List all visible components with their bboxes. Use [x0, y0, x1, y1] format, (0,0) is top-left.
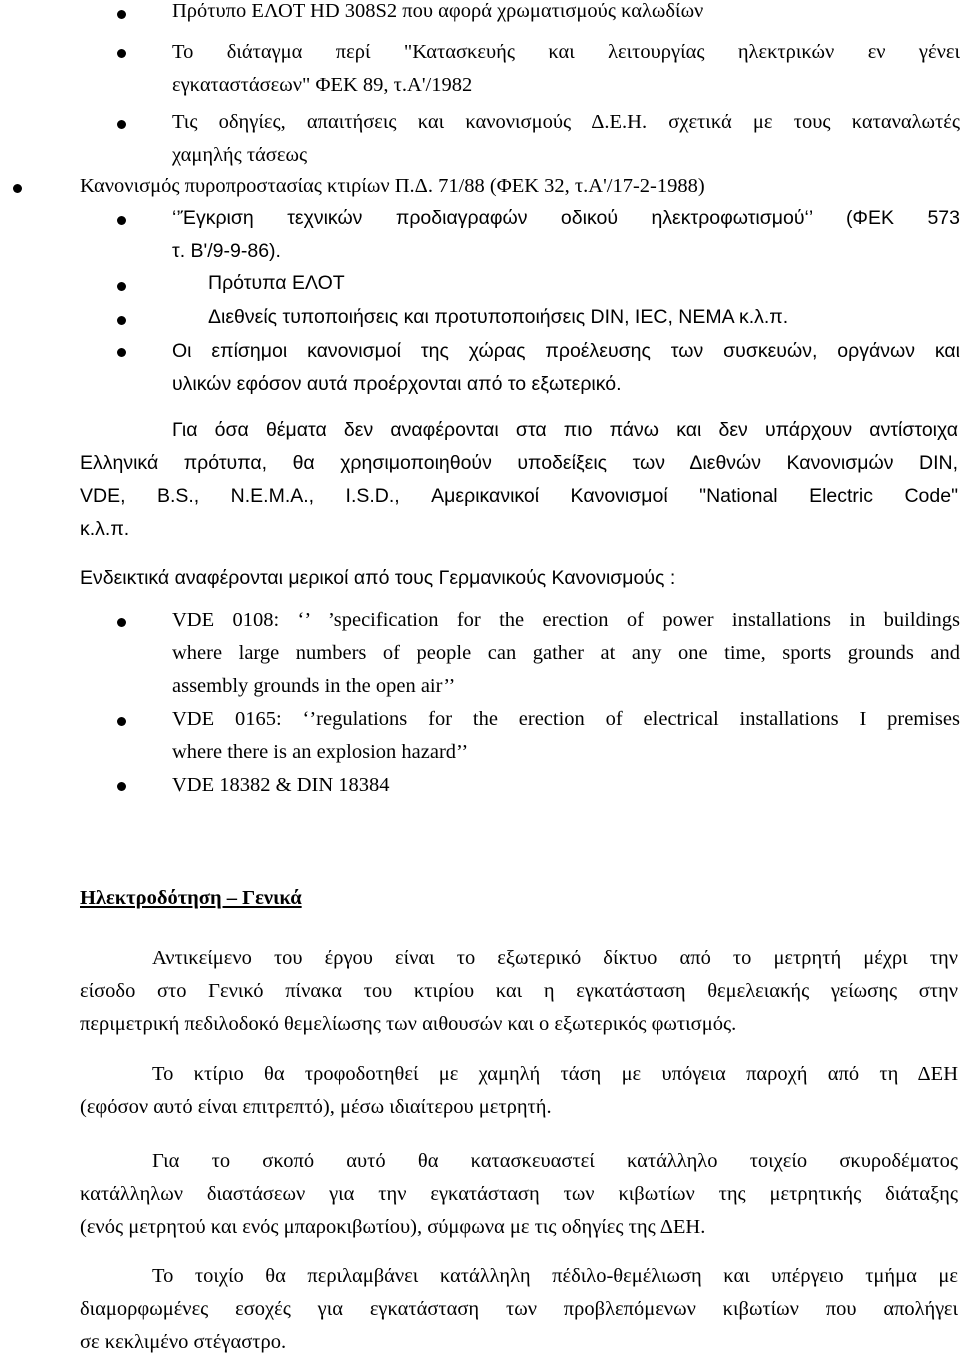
bullet-dot	[117, 216, 126, 225]
list-item: Πρότυπο ΕΛΟΤ HD 308S2 που αφορά χρωματισμούς καλωδίων	[172, 0, 704, 22]
bullet-dot	[13, 184, 22, 193]
list-item: Διεθνείς τυποποιήσεις και προτυποποιήσεις DIN, IEC, NEMA κ.λ.π.	[208, 306, 789, 328]
bullet-dot	[117, 282, 126, 291]
bullet-dot	[117, 10, 126, 19]
bullet-dot	[117, 49, 126, 58]
paragraph: Αντικείμενο του έργου είναι το εξωτερικό δίκτυο από το μετρητή μέχρι την είσοδο στο Γενικό πίνακα του κτιρίου και η εγκατάσταση θεμελειακής γείωσης στην περιμετρική πεδιλοδοκό θεμελίωσης των αιθουσών και ο εξωτερικός φωτισμός.	[80, 947, 958, 1035]
list-item: VDE 0165: ‘’regulations for the erection of electrical installations I premises where there is an explosion hazard’’	[172, 708, 960, 763]
list-item: Το διάταγμα περί "Κατασκευής και λειτουργίας ηλεκτρικών εν γένει εγκαταστάσεων" ΦΕΚ 89, τ.Α'/1982	[172, 41, 960, 96]
list-item: Τις οδηγίες, απαιτήσεις και κανονισμούς Δ.Ε.Η. σχετικά με τους καταναλωτές χαμηλής τάσεως	[172, 111, 960, 166]
list-item: VDE 0108: ‘’ ’specification for the erection of power installations in buildings where large numbers of people can gather at any one time, sports grounds and assembly grounds in the open air’’	[172, 609, 960, 697]
list-item: Κανονισμός πυροπροστασίας κτιρίων Π.Δ. 71/88 (ΦΕΚ 32, τ.Α'/17-2-1988)	[80, 175, 705, 197]
section-heading: Ηλεκτροδότηση – Γενικά	[80, 887, 302, 909]
paragraph: Το τοιχίο θα περιλαμβάνει κατάλληλη πέδιλο-θεμέλιωση και υπέργειο τμήμα με διαμορφωμένες εσοχές για εγκατάσταση των προβλεπόμενων κιβωτίων που απολήγει σε κεκλιμένο στέγαστρο.	[80, 1265, 958, 1353]
paragraph: Για το σκοπό αυτό θα κατασκευαστεί κατάλληλο τοιχείο σκυροδέματος κατάλληλων διαστάσεων για την εγκατάσταση των κιβωτίων της μετρητικής διάταξης (ενός μετρητού και ενός μπαροκιβωτίου), σύμφωνα με τις οδηγίες της ΔΕΗ.	[80, 1150, 958, 1238]
paragraph-other-standards: Για όσα θέματα δεν αναφέρονται στα πιο πάνω και δεν υπάρχουν αντίστοιχα Ελληνικά πρότυπα, θα χρησιμοποιηθούν υποδείξεις των Διεθνών Κανονισμών DIN, VDE, B.S., N.E.M.A., I.S.D., Αμερικανικοί Κανονισμοί "National Electric Code" κ.λ.π.	[80, 419, 958, 540]
bullet-dot	[117, 348, 126, 357]
bullet-dot	[117, 120, 126, 129]
paragraph-german-intro: Ενδεικτικά αναφέρονται μερικοί από τους Γερμανικούς Κανονισμούς :	[80, 567, 676, 589]
bullet-dot	[117, 782, 126, 791]
bullet-dot	[117, 316, 126, 325]
bullet-dot	[117, 618, 126, 627]
list-item: ‘’Έγκριση τεχνικών προδιαγραφών οδικού ηλεκτροφωτισμού‘’ (ΦΕΚ 573 τ. Β'/9-9-86).	[172, 207, 960, 262]
list-item: Οι επίσημοι κανονισμοί της χώρας προέλευσης των συσκευών, οργάνων και υλικών εφόσον αυτά προέρχονται από το εξωτερικό.	[172, 340, 960, 395]
list-item: Πρότυπα ΕΛΟΤ	[208, 272, 345, 294]
bullet-dot	[117, 717, 126, 726]
list-item: VDE 18382 & DIN 18384	[172, 774, 390, 796]
paragraph: Το κτίριο θα τροφοδοτηθεί με χαμηλή τάση με υπόγεια παροχή από τη ΔΕΗ (εφόσον αυτό είναι επιτρεπτό), μέσω ιδιαίτερου μετρητή.	[80, 1063, 958, 1118]
